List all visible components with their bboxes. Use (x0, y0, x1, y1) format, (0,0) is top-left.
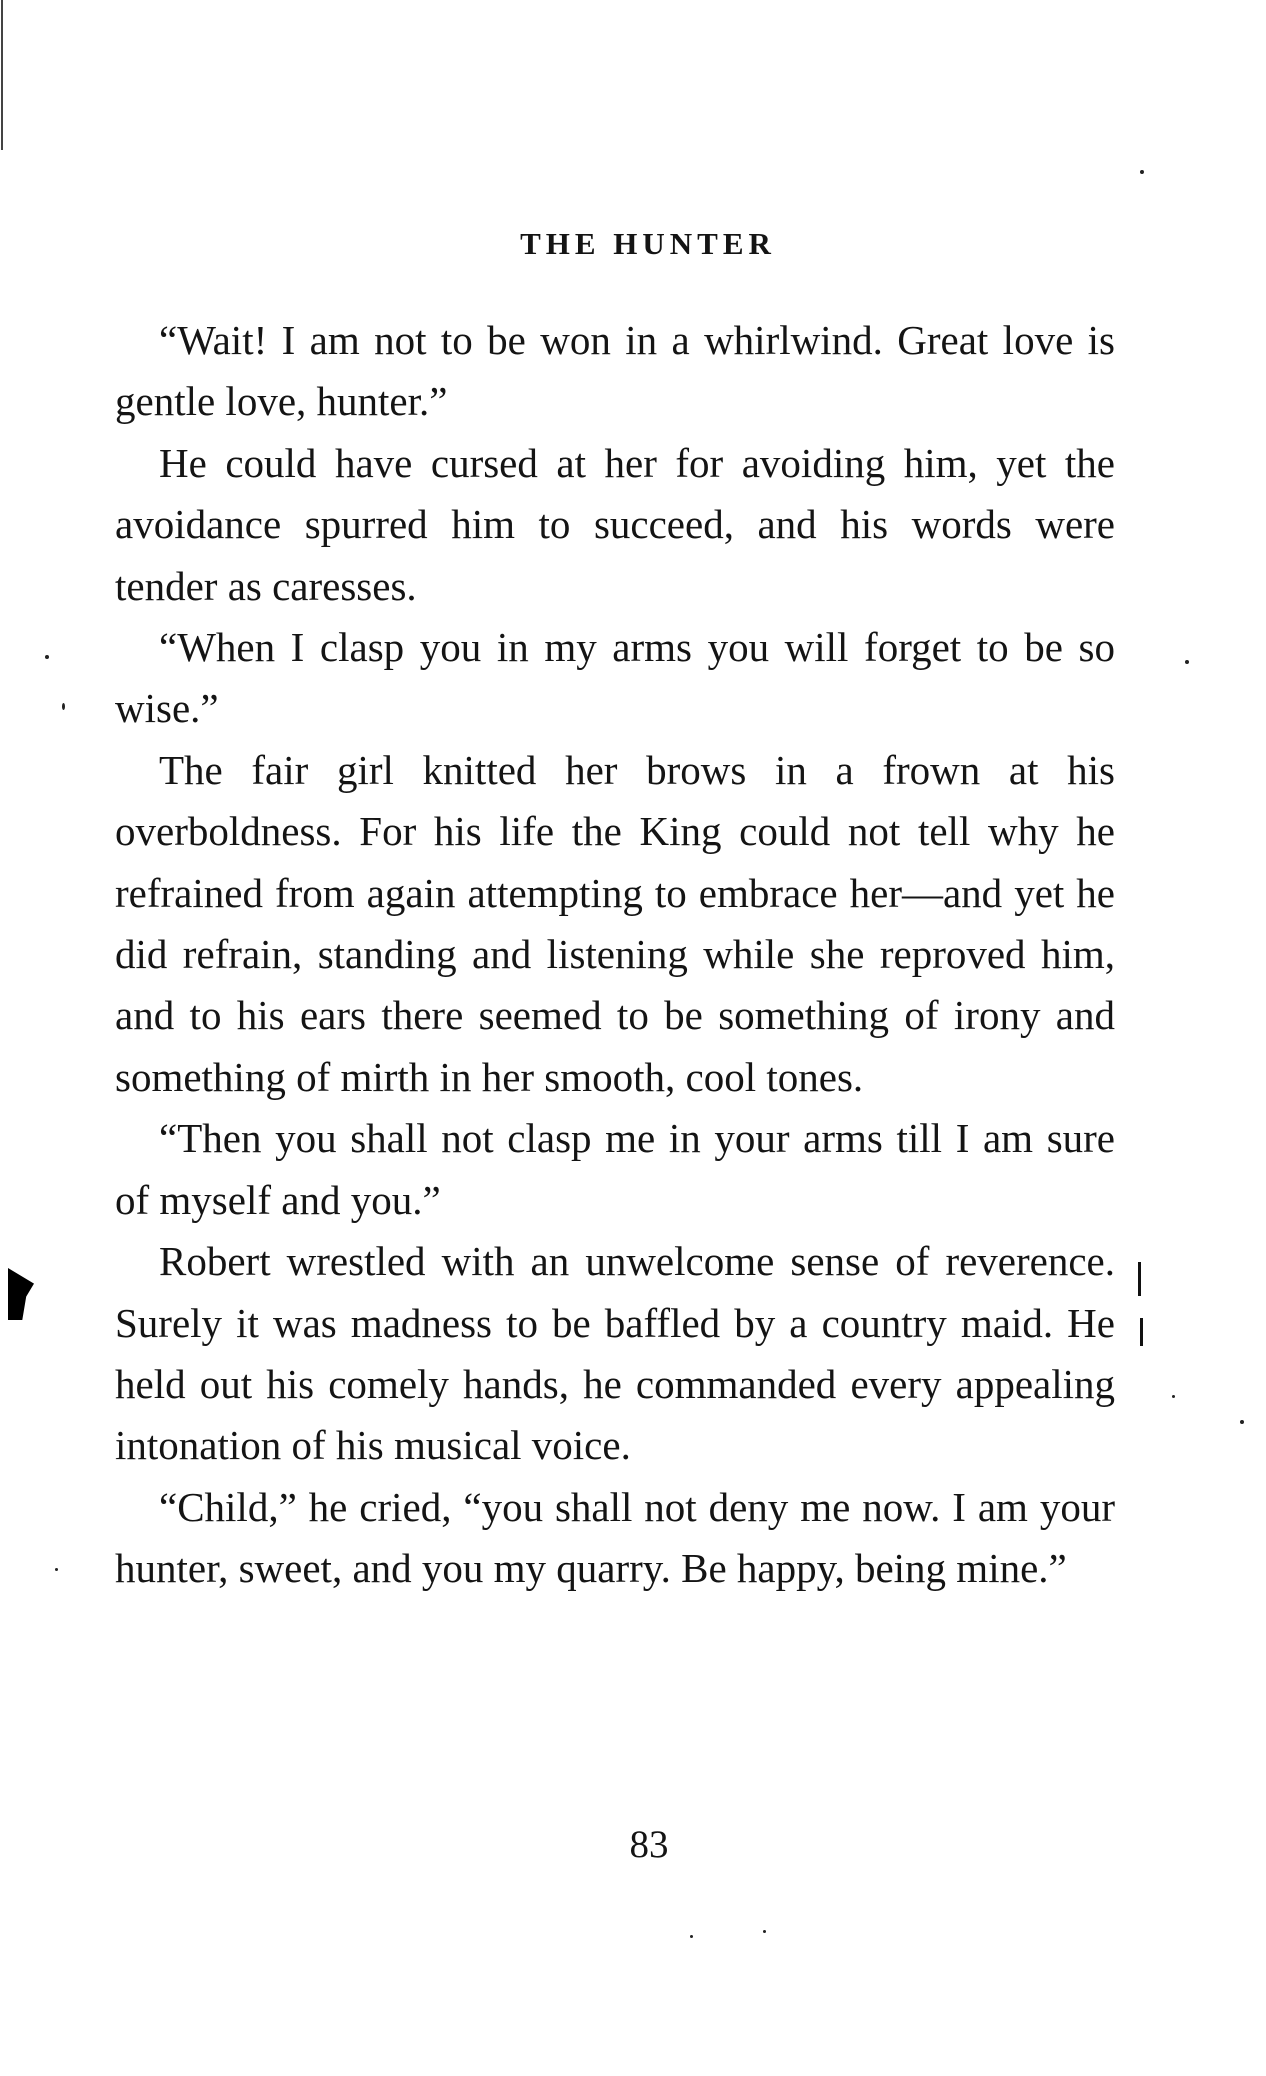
scan-edge-line (1, 0, 3, 150)
dust-speck (45, 655, 49, 659)
ink-blot (8, 1268, 34, 1320)
dust-speck (690, 1935, 693, 1938)
paragraph-2: He could have cursed at her for avoiding him, yet the avoidance spurred him to succeed, and his words were tender as caresses. (115, 439, 1115, 609)
dust-speck (1185, 660, 1189, 664)
margin-mark (1140, 1318, 1143, 1346)
page-number: 83 (629, 1823, 669, 1866)
dust-speck (1140, 170, 1144, 174)
dust-speck (62, 703, 65, 710)
paragraph-5: “Then you shall not clasp me in your arms till I am sure of myself and you.” (115, 1115, 1115, 1223)
paragraph-4: The fair girl knitted her brows in a frown at his overboldness. For his life the King could not tell why he refrained from again attempting to embrace her—and yet he did refrain, standing and listening while she reproved him, and to his ears there seemed to be something of irony and something of mirth in her smooth, cool tones. (115, 746, 1115, 1100)
paragraph-3: “When I clasp you in my arms you will forget to be so wise.” (115, 624, 1115, 732)
dust-speck (1240, 1420, 1244, 1424)
paragraph-1: “Wait! I am not to be won in a whirlwind. Great love is gentle love, hunter.” (115, 317, 1115, 425)
dust-speck (1172, 1395, 1175, 1398)
paragraph-7: “Child,” he cried, “you shall not deny me now. I am your hunter, sweet, and you my quarry. Be happy, being mine.” (115, 1483, 1115, 1592)
dust-speck (55, 1568, 58, 1571)
margin-mark (1138, 1262, 1141, 1296)
paragraph-6: Robert wrestled with an unwelcome sense of reverence. Surely it was madness to be baffled by a country maid. He held out his comely hands, he commanded every appealing intonation of his musical voice. (115, 1238, 1115, 1469)
running-head: THE HUNTER (520, 226, 776, 261)
dust-speck (763, 1930, 766, 1933)
body-text (115, 310, 1115, 1600)
